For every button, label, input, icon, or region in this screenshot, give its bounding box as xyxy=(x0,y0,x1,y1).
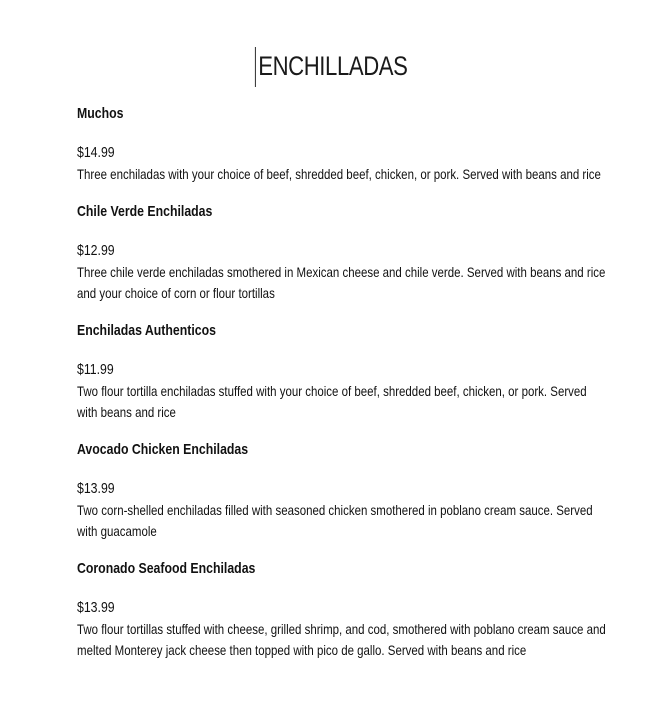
item-price xyxy=(77,360,607,380)
title-block xyxy=(0,46,665,86)
item-description xyxy=(77,164,607,185)
page-title[interactable] xyxy=(257,46,408,86)
item-name-text: Avocado Chicken Enchiladas xyxy=(77,441,249,458)
item-description-text: Three enchiladas with your choice of beef, shredded beef, chicken, or pork. Served with beans and rice xyxy=(77,166,601,182)
item-description xyxy=(77,381,607,423)
item-description-text: Three chile verde enchiladas smothered in Mexican cheese and chile verde. Served with beans and rice and your choice of corn or flour tortillas xyxy=(77,264,606,301)
menu-item xyxy=(77,440,607,542)
item-name xyxy=(77,440,607,460)
item-price xyxy=(77,479,607,499)
menu-list xyxy=(77,104,607,678)
item-price xyxy=(77,143,607,163)
menu-item xyxy=(77,202,607,304)
item-name-text: Muchos xyxy=(77,105,124,122)
item-price-text: $13.99 xyxy=(77,480,115,497)
item-price-text: $13.99 xyxy=(77,599,115,616)
item-name xyxy=(77,202,607,222)
item-name-text: Coronado Seafood Enchiladas xyxy=(77,560,256,577)
item-name-text: Chile Verde Enchiladas xyxy=(77,203,213,220)
item-description-text: Two flour tortillas stuffed with cheese, grilled shrimp, and cod, smothered with poblano cream sauce and melted Monterey jack cheese then topped with pico de gallo. Served with beans and rice xyxy=(77,621,606,658)
item-description xyxy=(77,619,607,661)
item-description xyxy=(77,262,607,304)
menu-item xyxy=(77,321,607,423)
item-description-text: Two flour tortilla enchiladas stuffed with your choice of beef, shredded beef, chicken, or pork. Served with beans and rice xyxy=(77,383,587,420)
item-description-text: Two corn-shelled enchiladas filled with seasoned chicken smothered in poblano cream sauce. Served with guacamole xyxy=(77,502,593,539)
item-price xyxy=(77,241,607,261)
item-name xyxy=(77,104,607,124)
menu-item xyxy=(77,104,607,185)
item-price xyxy=(77,598,607,618)
item-name xyxy=(77,559,607,579)
item-price-text: $12.99 xyxy=(77,242,115,259)
item-name-text: Enchiladas Authenticos xyxy=(77,322,216,339)
item-name xyxy=(77,321,607,341)
item-price-text: $14.99 xyxy=(77,144,115,161)
menu-item xyxy=(77,559,607,661)
page-title-text: ENCHILLADAS xyxy=(258,51,408,81)
text-cursor xyxy=(255,47,256,87)
item-price-text: $11.99 xyxy=(77,361,114,378)
item-description xyxy=(77,500,607,542)
